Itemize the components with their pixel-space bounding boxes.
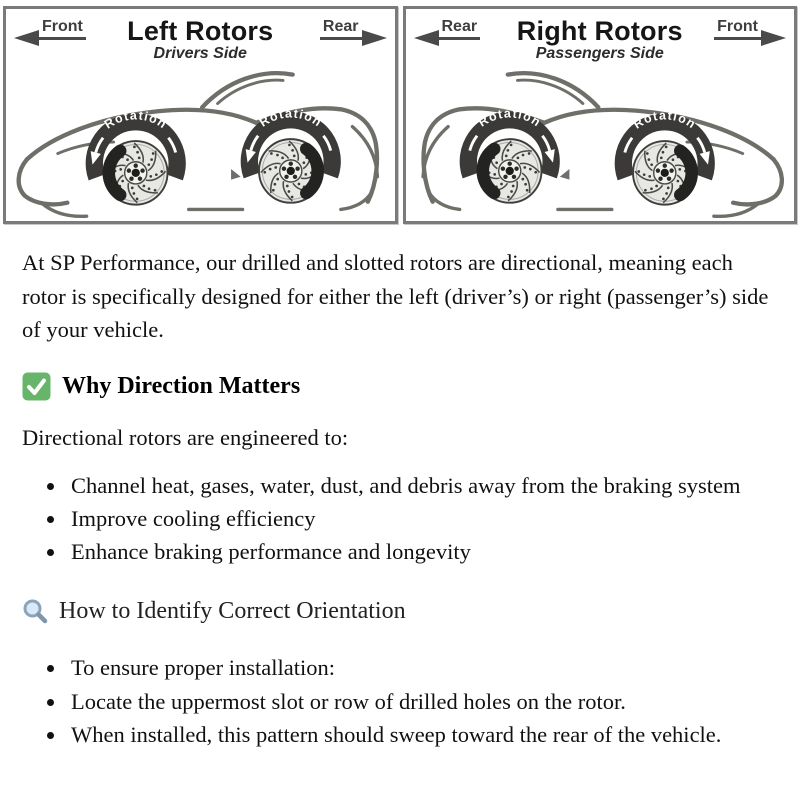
list-item: • Channel heat, gases, water, dust, and debris away from the braking system	[67, 469, 763, 502]
rear-direction-arrow	[414, 18, 506, 40]
front-direction-arrow	[694, 18, 786, 40]
section-heading-identify-orientation	[22, 598, 778, 625]
rear-label: Rear	[320, 18, 362, 40]
list-item: • Enhance braking performance and longevity	[67, 535, 763, 568]
orientation-list	[22, 651, 778, 750]
svg-text:Rotation: Rotation	[630, 108, 699, 133]
rear-label: Rear	[439, 18, 481, 40]
list-item: • Improve cooling efficiency	[67, 502, 763, 535]
rear-direction-arrow	[295, 18, 387, 40]
arrow-left-icon	[414, 30, 439, 46]
list-item: • Locate the uppermost slot or row of drilled holes on the rotor.	[67, 685, 763, 718]
svg-text:Rotation: Rotation	[475, 106, 544, 131]
check-mark-icon	[22, 372, 51, 401]
front-label: Front	[39, 18, 86, 40]
panel-title-text: Left Rotors	[127, 16, 274, 46]
left-panel-header	[6, 9, 395, 63]
panel-title-text: Right Rotors	[516, 16, 683, 46]
right-car-illustration	[406, 65, 795, 221]
arrow-right-icon	[362, 30, 387, 46]
left-panel-title	[106, 18, 295, 63]
list-item: • When installed, this pattern should sweep toward the rear of the vehicle.	[67, 718, 763, 751]
right-rotors-panel	[403, 6, 798, 224]
list-item: • To ensure proper installation:	[67, 651, 763, 684]
left-car-illustration	[6, 65, 395, 221]
intro-paragraph: At SP Performance, our drilled and slotted rotors are directional, meaning each rotor is specifically designed for either the left (driver’s) or right (passenger’s) side of your vehicle.	[22, 250, 769, 342]
section-heading-why-direction-matters	[22, 372, 778, 401]
right-panel-header	[406, 9, 795, 63]
panel-subtitle-text: Drivers Side	[153, 45, 247, 62]
magnifying-glass-icon	[22, 598, 49, 625]
svg-text:Rotation: Rotation	[256, 106, 325, 131]
front-direction-arrow	[14, 18, 106, 40]
svg-text:Rotation: Rotation	[101, 108, 170, 133]
article	[0, 224, 800, 750]
section-lead: Directional rotors are engineered to:	[22, 425, 349, 451]
right-panel-title	[506, 18, 695, 63]
section-heading-text: Why Direction Matters	[62, 373, 301, 400]
rotor-direction-diagram	[0, 0, 800, 224]
section-heading-text: How to Identify Correct Orientation	[59, 598, 406, 625]
left-rotors-panel	[3, 6, 398, 224]
front-label: Front	[714, 18, 761, 40]
benefits-list	[22, 469, 778, 568]
arrow-left-icon	[14, 30, 39, 46]
panel-subtitle-text: Passengers Side	[535, 45, 664, 62]
arrow-right-icon	[761, 30, 786, 46]
